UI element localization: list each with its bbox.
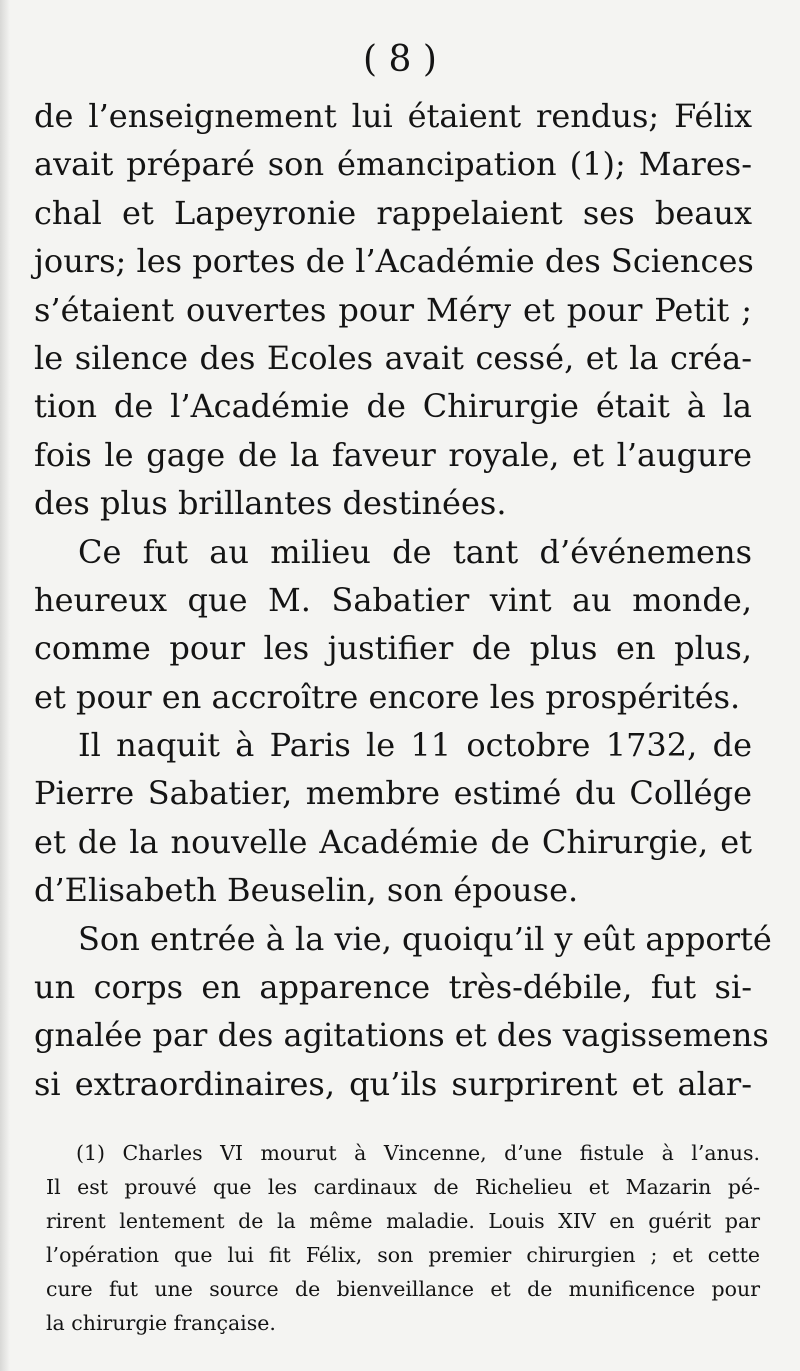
footnote-line: la chirurgie française. (46, 1311, 276, 1335)
footnote (46, 1136, 760, 1340)
footnote-line: rirent lentement de la même maladie. Louis XIV en guérit par (46, 1209, 760, 1233)
body-line: comme pour les justifier de plus en plus, (34, 629, 752, 668)
body-line: un corps en apparence très-débile, fut si- (34, 968, 752, 1007)
body-line: gnalée par des agitations et des vagissemens (34, 1016, 769, 1055)
body-line: et pour en accroître encore les prospérités. (34, 677, 741, 716)
body-line: des plus brillantes destinées. (34, 484, 507, 523)
paragraph-first-line: Son entrée à la vie, quoiqu’il y eût apporté (78, 919, 772, 958)
body-line: tion de l’Académie de Chirurgie était à la (34, 387, 752, 426)
body-line: fois le gage de la faveur royale, et l’augure (34, 435, 752, 474)
body-line: chal et Lapeyronie rappelaient ses beaux (34, 193, 752, 232)
page-number: ( 8 ) (363, 39, 437, 80)
footnote-line: (1) Charles VI mourut à Vincenne, d’une fistule à l’anus. (76, 1141, 760, 1165)
body-line: heureux que M. Sabatier vint au monde, (34, 580, 752, 619)
footnote-line: Il est prouvé que les cardinaux de Richelieu et Mazarin pé- (46, 1175, 760, 1199)
footnote-line: cure fut une source de bienveillance et de munificence pour (46, 1277, 760, 1301)
body-text (34, 92, 772, 1108)
body-line: jours; les portes de l’Académie des Sciences (34, 242, 754, 281)
body-line: le silence des Ecoles avait cessé, et la créa- (34, 338, 752, 377)
paragraph-first-line: Il naquit à Paris le 11 octobre 1732, de (78, 726, 752, 765)
body-line: d’Elisabeth Beuselin, son épouse. (34, 871, 579, 910)
body-line: Pierre Sabatier, membre estimé du Collége (34, 774, 752, 813)
page-edge-shadow (0, 0, 10, 1371)
footnote-line: l’opération que lui fit Félix, son premier chirurgien ; et cette (46, 1243, 760, 1267)
body-line: s’étaient ouvertes pour Méry et pour Petit ; (34, 290, 752, 329)
body-line: et de la nouvelle Académie de Chirurgie, et (34, 822, 752, 861)
paragraph-first-line: Ce fut au milieu de tant d’événemens (78, 532, 752, 571)
body-line: si extraordinaires, qu’ils surprirent et alar- (34, 1064, 752, 1103)
body-line: avait préparé son émancipation (1); Mares- (34, 145, 752, 184)
body-line: de l’enseignement lui étaient rendus; Félix (34, 97, 752, 135)
